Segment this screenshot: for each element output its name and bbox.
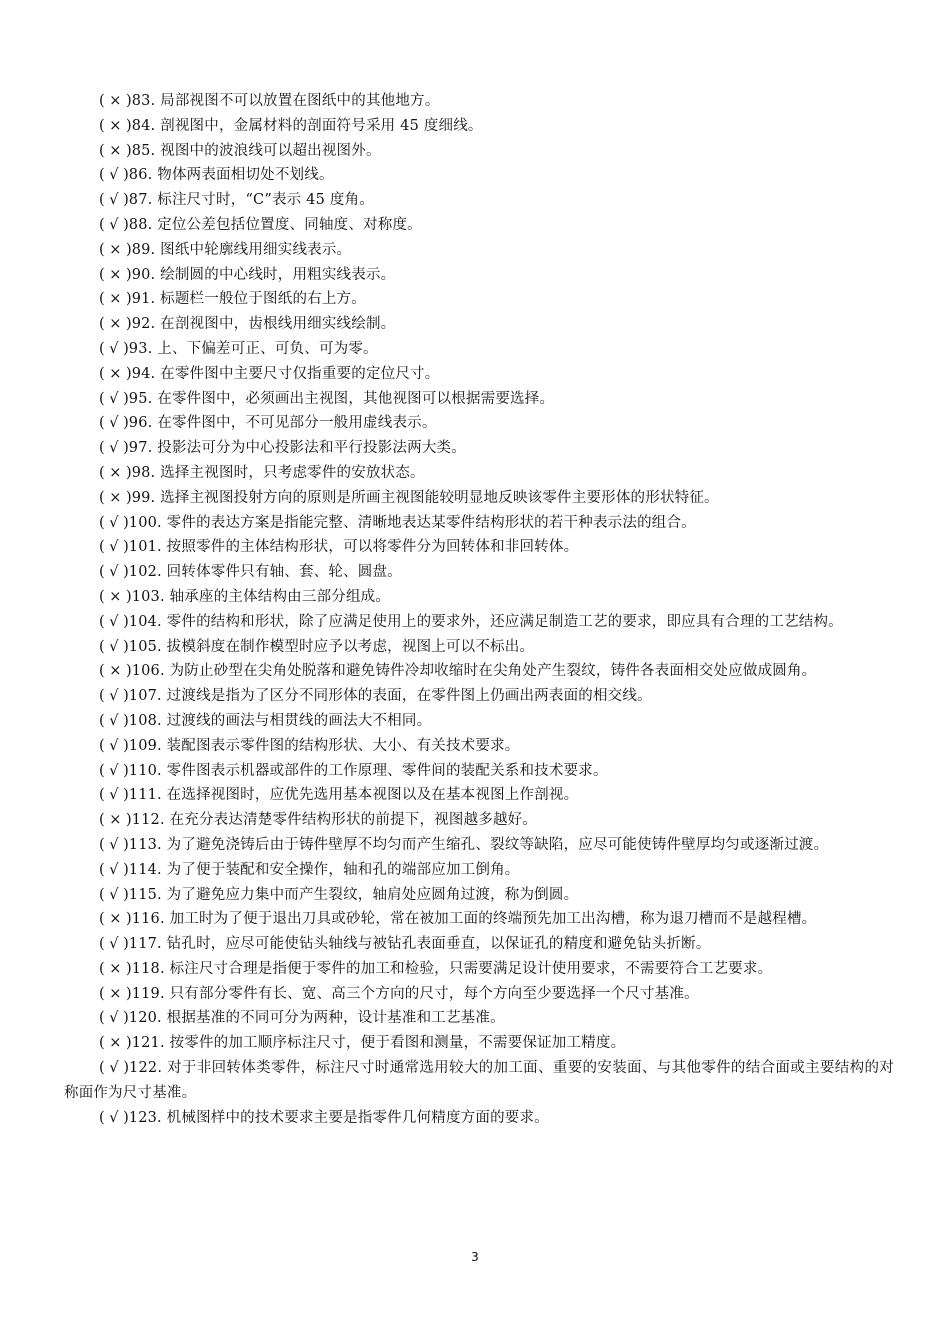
answer-mark: ( × ) <box>99 266 132 283</box>
question-text: 111. 在选择视图时，应优先选用基本视图以及在基本视图上作剖视。 <box>128 787 579 804</box>
answer-mark: ( × ) <box>99 117 132 134</box>
answer-mark: ( × ) <box>99 588 132 605</box>
question-item <box>64 535 894 560</box>
answer-mark: ( √ ) <box>99 440 129 457</box>
question-text: 113. 为了避免浇铸后由于铸件壁厚不均匀而产生缩孔、裂纹等缺陷，应尽可能使铸件壁厚均匀或逐渐过渡。 <box>128 836 829 853</box>
question-text: 96. 在零件图中，不可见部分一般用虚线表示。 <box>128 415 437 432</box>
question-text: 94. 在零件图中主要尺寸仅指重要的定位尺寸。 <box>131 365 440 382</box>
question-item <box>64 486 894 511</box>
question-text: 119. 只有部分零件有长、宽、高三个方向的尺寸，每个方向至少要选择一个尺寸基准。 <box>131 985 699 1002</box>
question-text: 84. 剖视图中，金属材料的剖面符号采用 45 度细线。 <box>131 117 483 134</box>
answer-mark: ( √ ) <box>99 192 129 209</box>
question-item <box>64 957 894 982</box>
question-text: 85. 视图中的波浪线可以超出视图外。 <box>131 142 381 159</box>
question-text: 90. 绘制圆的中心线时，用粗实线表示。 <box>131 266 396 283</box>
answer-mark: ( × ) <box>99 663 132 680</box>
answer-mark: ( √ ) <box>99 1010 129 1027</box>
answer-mark: ( × ) <box>99 985 132 1002</box>
question-item <box>64 982 894 1007</box>
question-item <box>64 759 894 784</box>
question-text: 104. 零件的结构和形状，除了应满足使用上的要求外，还应满足制造工艺的要求，即应具有合理的工艺结构。 <box>128 613 843 630</box>
question-item <box>64 1056 894 1106</box>
question-text: 109. 装配图表示零件图的结构形状、大小、有关技术要求。 <box>128 737 520 754</box>
question-text: 89. 图纸中轮廓线用细实线表示。 <box>131 241 352 258</box>
question-item <box>64 89 894 114</box>
question-item <box>64 783 894 808</box>
question-item <box>64 1006 894 1031</box>
answer-mark: ( × ) <box>99 93 132 109</box>
question-list <box>64 89 894 1130</box>
question-item <box>64 238 894 263</box>
question-text: 91. 标题栏一般位于图纸的右上方。 <box>131 291 366 308</box>
answer-mark: ( √ ) <box>99 762 129 779</box>
answer-mark: ( × ) <box>99 241 132 258</box>
question-item <box>64 312 894 337</box>
question-text: 93. 上、下偏差可正、可负、可为零。 <box>128 340 378 357</box>
question-item <box>64 188 894 213</box>
question-item <box>64 659 894 684</box>
answer-mark: ( √ ) <box>99 787 129 804</box>
question-text: 116. 加工时为了便于退出刀具或砂轮，常在被加工面的终端预先加工出沟槽，称为退刀槽而不是越程槽。 <box>131 911 817 928</box>
answer-mark: ( √ ) <box>99 564 129 581</box>
question-item <box>64 114 894 139</box>
question-text: 114. 为了便于装配和安全操作，轴和孔的端部应加工倒角。 <box>128 861 520 878</box>
question-item <box>64 585 894 610</box>
question-item <box>64 734 894 759</box>
question-text: 100. 零件的表达方案是指能完整、清晰地表达某零件结构形状的若干种表示法的组合。 <box>128 514 696 531</box>
answer-mark: ( √ ) <box>99 1109 129 1126</box>
question-item <box>64 883 894 908</box>
question-text: 102. 回转体零件只有轴、套、轮、圆盘。 <box>128 564 402 581</box>
question-item <box>64 907 894 932</box>
answer-mark: ( √ ) <box>99 539 129 556</box>
answer-mark: ( √ ) <box>99 638 129 655</box>
answer-mark: ( × ) <box>99 960 132 977</box>
question-text: 118. 标注尺寸合理是指便于零件的加工和检验，只需要满足设计使用要求，不需要符合工艺要求。 <box>131 960 773 977</box>
question-item <box>64 362 894 387</box>
question-item <box>64 635 894 660</box>
question-text: 122. 对于非回转体类零件，标注尺寸时通常选用较大的加工面、重要的安装面、与其他零件的结合面或主要结构的对称面作为尺寸基准。 <box>64 1060 894 1101</box>
answer-mark: ( √ ) <box>99 1060 130 1077</box>
question-item <box>64 436 894 461</box>
question-text: 123. 机械图样中的技术要求主要是指零件几何精度方面的要求。 <box>128 1109 549 1126</box>
question-text: 112. 在充分表达清楚零件结构形状的前提下，视图越多越好。 <box>131 812 538 829</box>
answer-mark: ( × ) <box>99 142 132 159</box>
question-text: 99. 选择主视图投射方向的原则是所画主视图能较明显地反映该零件主要形体的形状特征。 <box>131 489 719 506</box>
question-item <box>64 932 894 957</box>
answer-mark: ( × ) <box>99 464 132 481</box>
question-text: 105. 拔模斜度在制作模型时应予以考虑，视图上可以不标出。 <box>128 638 535 655</box>
question-text: 103. 轴承座的主体结构由三部分组成。 <box>131 588 391 605</box>
answer-mark: ( × ) <box>99 291 132 308</box>
question-item <box>64 858 894 883</box>
answer-mark: ( √ ) <box>99 712 129 729</box>
question-item <box>64 1106 894 1131</box>
answer-mark: ( √ ) <box>99 737 129 754</box>
question-item <box>64 461 894 486</box>
answer-mark: ( × ) <box>99 911 132 928</box>
question-text: 107. 过渡线是指为了区分不同形体的表面，在零件图上仍画出两表面的相交线。 <box>128 688 652 705</box>
question-text: 87. 标注尺寸时，“C”表示 45 度角。 <box>128 192 374 209</box>
question-item <box>64 1031 894 1056</box>
question-text: 120. 根据基准的不同可分为两种，设计基准和工艺基准。 <box>128 1010 505 1027</box>
question-item <box>64 387 894 412</box>
answer-mark: ( √ ) <box>99 613 129 630</box>
answer-mark: ( √ ) <box>99 688 129 705</box>
answer-mark: ( √ ) <box>99 936 129 953</box>
question-text: 97. 投影法可分为中心投影法和平行投影法两大类。 <box>128 440 466 457</box>
question-item <box>64 139 894 164</box>
answer-mark: ( √ ) <box>99 836 129 853</box>
question-text: 110. 零件图表示机器或部件的工作原理、零件间的装配关系和技术要求。 <box>128 762 608 779</box>
answer-mark: ( √ ) <box>99 514 129 531</box>
question-text: 95. 在零件图中，必须画出主视图，其他视图可以根据需要选择。 <box>128 390 555 407</box>
question-item <box>64 560 894 585</box>
question-item <box>64 511 894 536</box>
answer-mark: ( × ) <box>99 365 132 382</box>
question-text: 121. 按零件的加工顺序标注尺寸，便于看图和测量，不需要保证加工精度。 <box>131 1035 626 1052</box>
answer-mark: ( √ ) <box>99 861 129 878</box>
question-text: 117. 钻孔时，应尽可能使钻头轴线与被钻孔表面垂直，以保证孔的精度和避免钻头折断。 <box>128 936 711 953</box>
question-item <box>64 287 894 312</box>
question-item <box>64 411 894 436</box>
answer-mark: ( × ) <box>99 812 132 829</box>
question-text: 92. 在剖视图中，齿根线用细实线绘制。 <box>131 316 396 333</box>
question-text: 88. 定位公差包括位置度、同轴度、对称度。 <box>128 216 422 233</box>
question-item <box>64 610 894 635</box>
answer-mark: ( √ ) <box>99 216 129 233</box>
question-item <box>64 684 894 709</box>
question-item <box>64 709 894 734</box>
question-item <box>64 163 894 188</box>
question-item <box>64 213 894 238</box>
page-number: 3 <box>471 1250 479 1264</box>
answer-mark: ( √ ) <box>99 167 129 184</box>
question-text: 83. 局部视图不可以放置在图纸中的其他地方。 <box>131 93 440 109</box>
answer-mark: ( √ ) <box>99 390 129 407</box>
question-item <box>64 337 894 362</box>
answer-mark: ( × ) <box>99 1035 132 1052</box>
answer-mark: ( √ ) <box>99 415 129 432</box>
question-text: 106. 为防止砂型在尖角处脱落和避免铸件冷却收缩时在尖角处产生裂纹，铸件各表面相交处应做成圆角。 <box>131 663 817 680</box>
question-item <box>64 833 894 858</box>
answer-mark: ( × ) <box>99 489 132 506</box>
question-text: 115. 为了避免应力集中而产生裂纹，轴肩处应圆角过渡，称为倒圆。 <box>128 886 579 903</box>
question-text: 86. 物体两表面相切处不划线。 <box>128 167 334 184</box>
question-text: 98. 选择主视图时，只考虑零件的安放状态。 <box>131 464 425 481</box>
question-text: 101. 按照零件的主体结构形状，可以将零件分为回转体和非回转体。 <box>128 539 579 556</box>
answer-mark: ( × ) <box>99 316 132 333</box>
question-item <box>64 263 894 288</box>
question-item <box>64 808 894 833</box>
answer-mark: ( √ ) <box>99 340 129 357</box>
answer-mark: ( √ ) <box>99 886 129 903</box>
question-text: 108. 过渡线的画法与相贯线的画法大不相同。 <box>128 712 432 729</box>
